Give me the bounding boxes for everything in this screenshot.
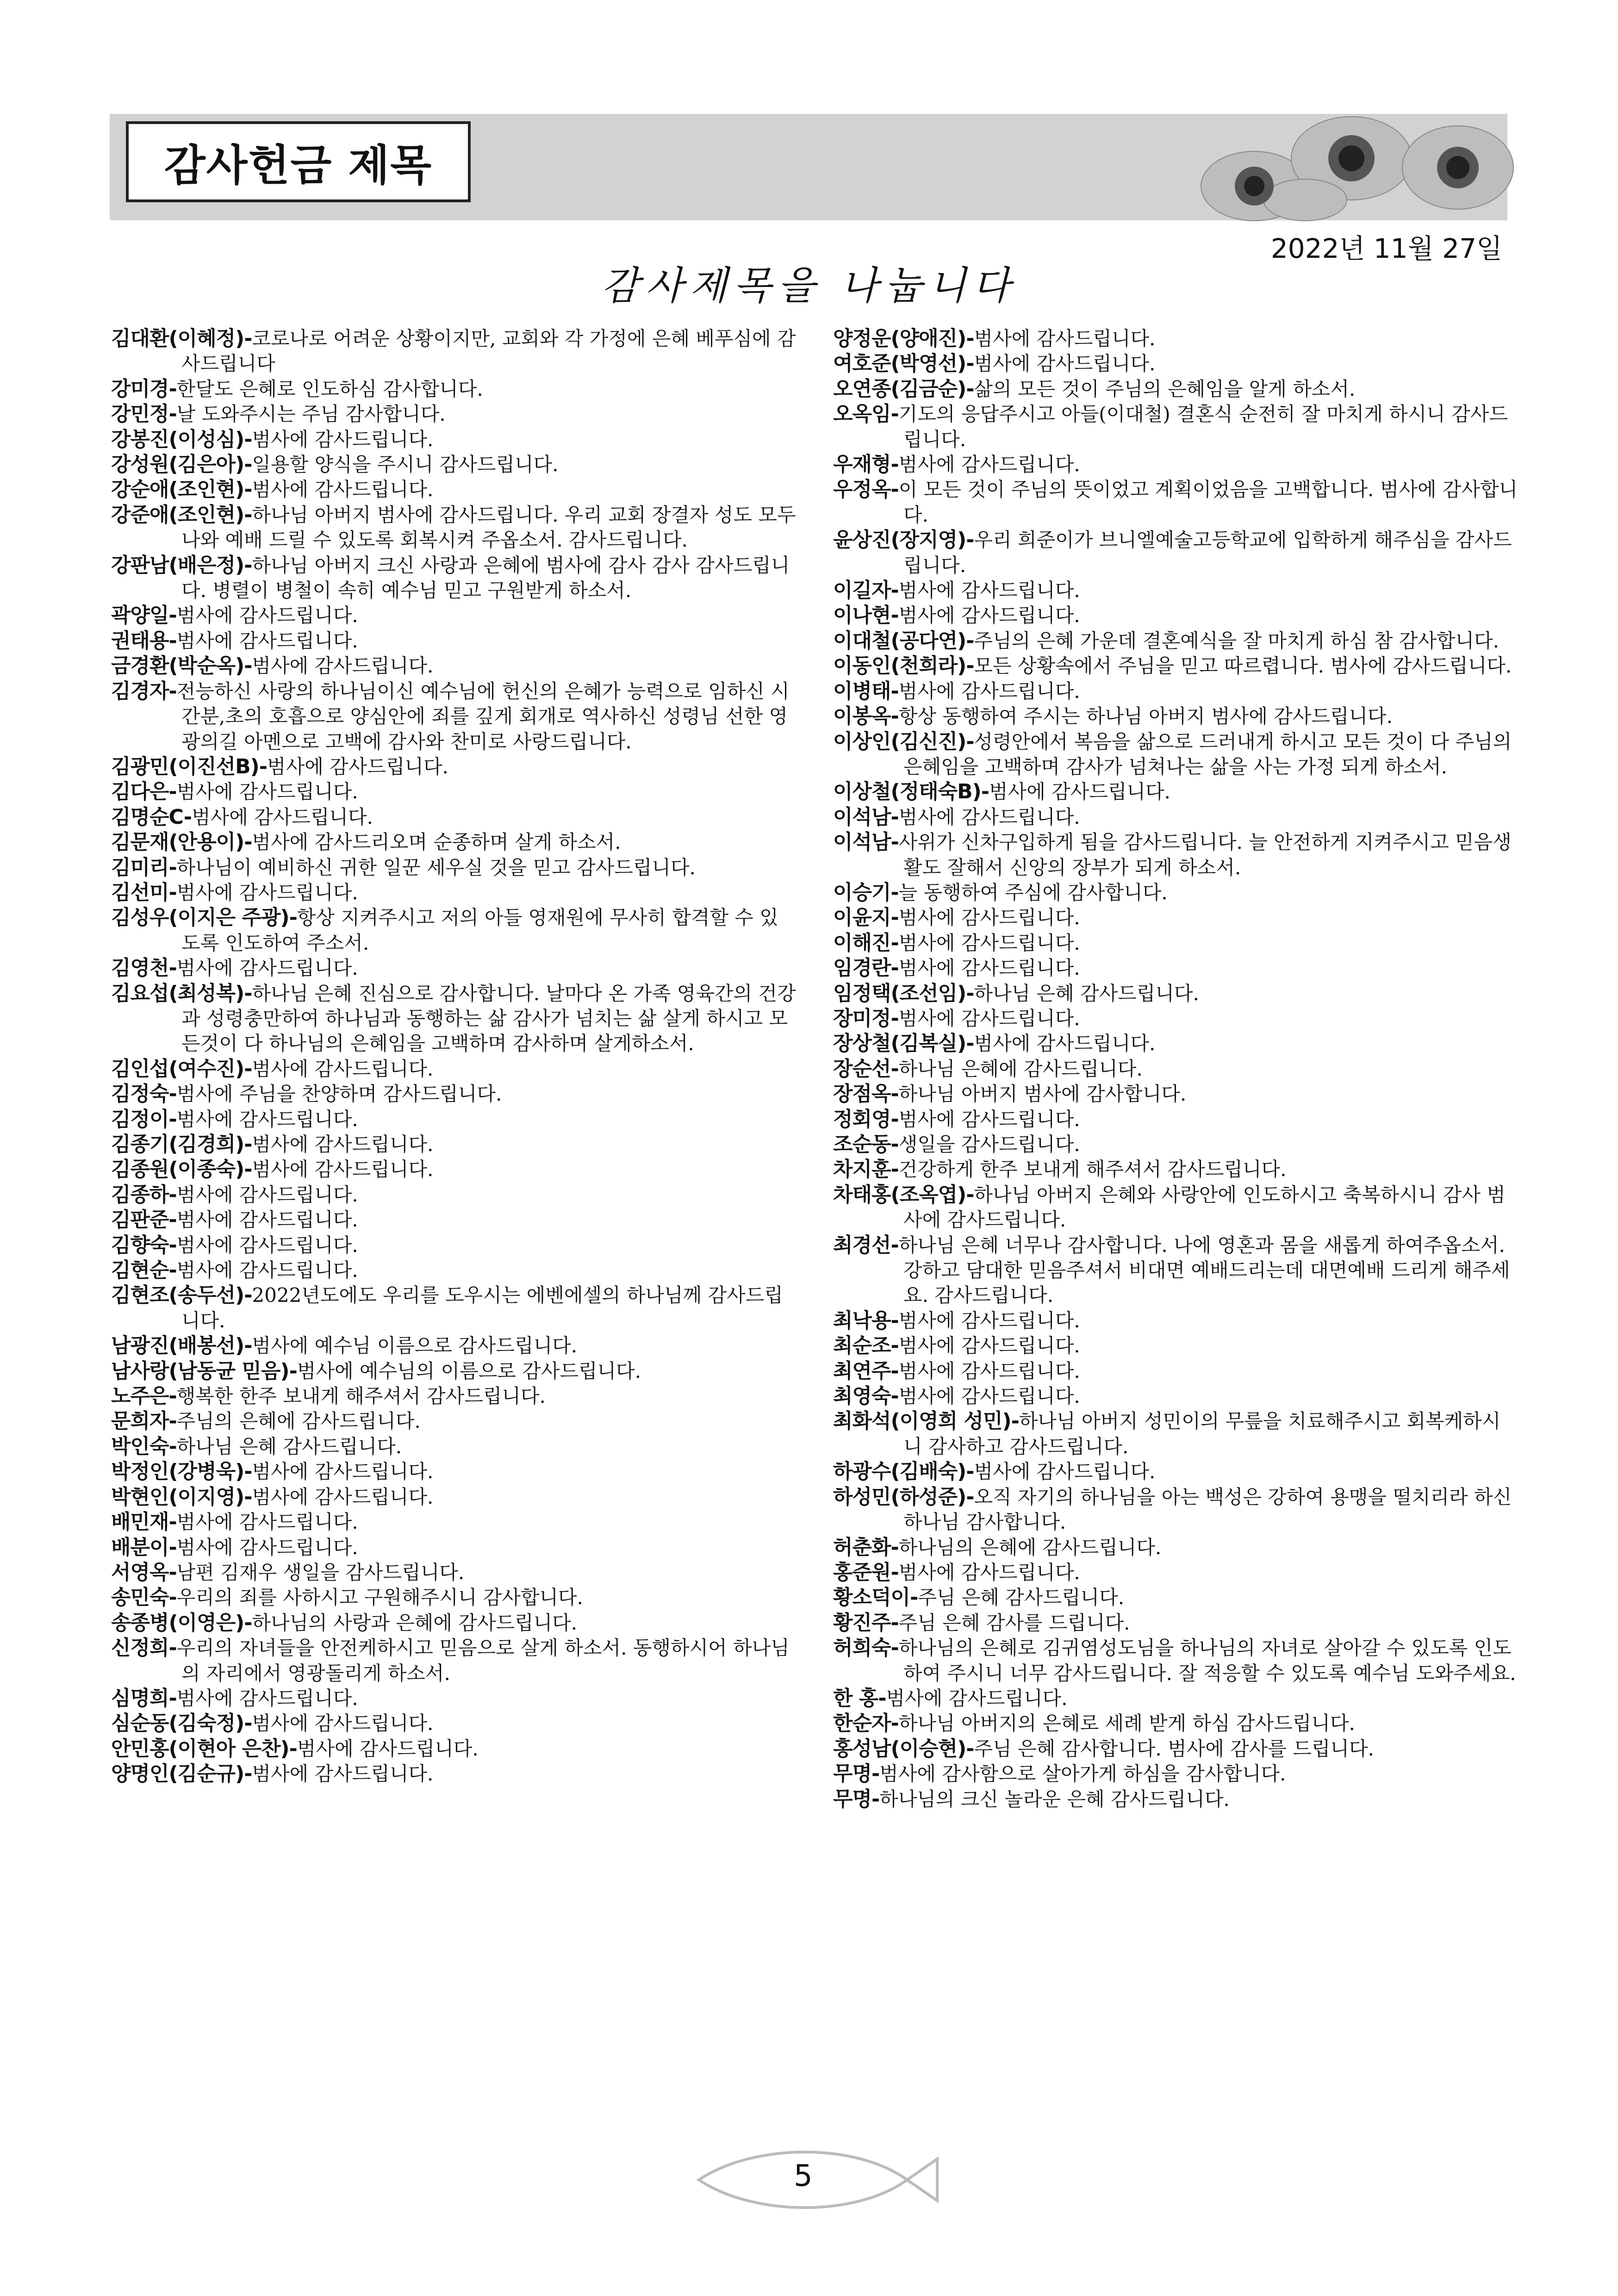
donor-name: 송종병(이영은)- (111, 1611, 252, 1635)
donor-name: 우재형- (833, 453, 899, 477)
donor-name: 오옥임- (833, 402, 899, 426)
fish-icon (685, 2147, 944, 2212)
thanks-text: 모든 상황속에서 주님을 믿고 따르렵니다. 범사에 감사드립니다. (974, 654, 1512, 678)
thanks-text: 범사에 감사드립니다. (192, 805, 373, 828)
list-item (111, 981, 796, 1057)
donor-name: 이봉옥- (833, 704, 899, 728)
donor-name: 최연주- (833, 1359, 899, 1383)
list-item (833, 956, 1518, 981)
donor-name: 서영옥- (111, 1560, 177, 1584)
thanks-text: 하나님의 은혜에 감사드립니다. (898, 1536, 1162, 1559)
donor-name: 홍준원- (833, 1560, 899, 1584)
donor-name: 양정운(양애진)- (833, 327, 974, 350)
donor-name: 박인숙- (111, 1434, 177, 1458)
thanks-text: 범사에 감사드립니다. (297, 1737, 479, 1760)
right-column (833, 326, 1518, 1812)
donor-name: 황진주- (833, 1611, 899, 1635)
list-item (111, 880, 796, 905)
list-item (833, 1787, 1518, 1812)
thanks-text: 범사에 감사드립니다. (176, 1208, 358, 1232)
list-item (111, 1384, 796, 1409)
thanks-text: 일용할 양식을 주시니 감사드립니다. (252, 453, 559, 476)
donor-name: 강미경- (111, 377, 177, 401)
thanks-text: 범사에 감사드립니다. (898, 1561, 1080, 1584)
donor-name: 김다은- (111, 780, 177, 804)
list-item (833, 981, 1518, 1006)
list-item (833, 578, 1518, 603)
list-item (111, 1057, 796, 1082)
thanks-text: 범사에 감사드립니다. (898, 957, 1080, 980)
donor-name: 권태용- (111, 628, 177, 653)
donor-name: 배민재- (111, 1510, 177, 1534)
thanks-text: 삶의 모든 것이 주님의 은혜임을 알게 하소서. (974, 377, 1356, 400)
list-item (833, 1182, 1518, 1233)
list-item (833, 1157, 1518, 1182)
donor-name: 김요섭(최성복)- (111, 981, 252, 1005)
list-item (111, 477, 796, 502)
sunflower-decoration-icon (1199, 107, 1523, 223)
donor-name: 김광민(이진선B)- (111, 754, 268, 778)
list-item (833, 1409, 1518, 1459)
list-item (111, 905, 796, 956)
thanks-text: 우리의 자녀들을 안전케하시고 믿음으로 살게 하소서. 동행하시어 하나님의 자리에서 영광돌리게 하소서. (176, 1636, 790, 1685)
thanks-text: 주님 은혜 감사를 드립니다. (898, 1611, 1130, 1634)
thanks-text: 범사에 감사드립니다. (176, 1233, 358, 1257)
donor-name: 최경선- (833, 1233, 899, 1257)
donor-name: 강순애(조인현)- (111, 478, 252, 502)
list-item (111, 1560, 796, 1585)
donor-name: 김선미- (111, 880, 177, 904)
thanks-text: 범사에 감사드립니다. (974, 1460, 1156, 1483)
donor-name: 장순선- (833, 1057, 899, 1081)
thanks-text: 범사에 감사드립니다. (176, 1259, 358, 1282)
thanks-text: 범사에 감사드립니다. (176, 1183, 358, 1206)
list-item (111, 427, 796, 452)
thanks-text: 하나님 아버지 범사에 감사드립니다. 우리 교회 장결자 성도 모두 나와 예배 드릴 수 있도록 회복시켜 주옵소서. 감사드립니다. (181, 503, 796, 552)
donor-name: 조순동- (833, 1132, 899, 1156)
donor-name: 우정옥- (833, 478, 899, 502)
thanks-text: 범사에 감사드립니다. (989, 780, 1170, 803)
donor-name: 황소덕이- (833, 1586, 918, 1610)
thanks-text: 범사에 감사드립니다. (252, 1460, 434, 1483)
donor-name: 한 홍- (833, 1686, 886, 1710)
donor-name: 이석남- (833, 805, 899, 829)
donor-name: 안민홍(이현아 은찬)- (111, 1736, 297, 1761)
thanks-text: 2022년도에도 우리를 도우시는 에벤에셀의 하나님께 감사드립니다. (181, 1284, 783, 1332)
donor-name: 강성원(김은아)- (111, 453, 252, 477)
left-column (111, 326, 796, 1787)
list-item (833, 477, 1518, 528)
section-title: 감사헌금 제목 (164, 140, 433, 190)
thanks-text: 범사에 감사드립니다. (176, 1536, 358, 1559)
list-item (833, 1107, 1518, 1132)
thanks-text: 범사에 감사드립니다. (974, 327, 1156, 350)
list-item (111, 1082, 796, 1107)
donor-name: 한순자- (833, 1711, 899, 1736)
list-item (111, 1611, 796, 1636)
donor-name: 박현인(이지영)- (111, 1485, 252, 1509)
list-item (111, 1359, 796, 1384)
list-item (111, 1258, 796, 1283)
list-item (833, 679, 1518, 704)
list-item (111, 1711, 796, 1736)
donor-name: 이길자- (833, 579, 899, 603)
donor-name: 김현순- (111, 1258, 177, 1282)
donor-name: 김영천- (111, 956, 177, 980)
thanks-text: 하나님 은혜 너무나 감사합니다. 나에 영혼과 몸을 새롭게 하여주옵소서. 강하고 담대한 믿음주셔서 비대면 예배드리는데 대면예배 드리게 해주세요. 감사드립니다. (898, 1233, 1510, 1307)
list-item (111, 1182, 796, 1207)
list-item (833, 805, 1518, 830)
thanks-text: 하나님이 예비하신 귀한 일꾼 세우실 것을 믿고 감사드립니다. (176, 856, 696, 879)
list-item (111, 1333, 796, 1358)
thanks-text: 이 모든 것이 주님의 뜻이었고 계획이었음을 고백합니다. 범사에 감사합니다. (898, 478, 1518, 526)
donor-name: 차태홍(조옥엽)- (833, 1182, 974, 1207)
thanks-text: 범사에 감사드립니다. (252, 1485, 434, 1508)
thanks-text: 하나님의 사랑과 은혜에 감사드립니다. (252, 1611, 578, 1634)
thanks-text: 항상 동행하여 주시는 하나님 아버지 범사에 감사드립니다. (898, 705, 1393, 728)
donor-name: 배분이- (111, 1535, 177, 1559)
donor-name: 하성민(하성준)- (833, 1485, 974, 1509)
donor-name: 임경란- (833, 956, 899, 980)
donor-name: 이해진- (833, 931, 899, 955)
donor-name: 문희자- (111, 1409, 177, 1433)
thanks-text: 범사에 감사드립니다. (176, 1511, 358, 1534)
donor-name: 장점옥- (833, 1082, 899, 1106)
list-item (833, 603, 1518, 628)
donor-name: 김종하- (111, 1182, 177, 1207)
thanks-text: 주님 은혜 감사드립니다. (918, 1586, 1125, 1609)
list-item (833, 1459, 1518, 1484)
thanks-text: 범사에 감사드립니다. (898, 1007, 1080, 1030)
thanks-text: 범사에 감사드립니다. (898, 1385, 1080, 1408)
donor-name: 장상철(김복실)- (833, 1032, 974, 1056)
list-item (111, 503, 796, 553)
list-item (111, 1132, 796, 1157)
section-title-box (126, 121, 471, 202)
thanks-text: 하나님의 은혜로 김귀염성도님을 하나님의 자녀로 살아갈 수 있도록 인도하여 주시니 너무 감사드립니다. 잘 적응할 수 있도록 예수님 도와주세요. (898, 1636, 1516, 1685)
donor-name: 심순동(김숙정)- (111, 1711, 252, 1736)
list-item (111, 553, 796, 604)
donor-name: 노주은- (111, 1384, 177, 1408)
thanks-text: 범사에 감사드립니다. (267, 755, 448, 778)
thanks-text: 범사에 감사드립니다. (176, 1108, 358, 1131)
thanks-text: 건강하게 한주 보내게 해주셔서 감사드립니다. (898, 1158, 1287, 1181)
list-item (111, 1207, 796, 1232)
donor-name: 송민숙- (111, 1586, 177, 1610)
thanks-text: 주님 은혜 감사합니다. 범사에 감사를 드립니다. (974, 1737, 1374, 1760)
list-item (111, 402, 796, 427)
list-item (833, 830, 1518, 880)
list-item (111, 1409, 796, 1434)
list-item (833, 1031, 1518, 1056)
thanks-text: 범사에 감사드립니다. (176, 957, 358, 980)
thanks-text: 성령안에서 복음을 삶으로 드러내게 하시고 모든 것이 다 주님의 은혜임을 고백하며 감사가 넘쳐나는 삶을 사는 가정 되게 하소서. (903, 730, 1512, 778)
donor-name: 신정희- (111, 1636, 177, 1660)
thanks-text: 남편 김재우 생일을 감사드립니다. (176, 1561, 465, 1584)
list-item (833, 1006, 1518, 1031)
list-item (833, 1711, 1518, 1736)
thanks-text: 주님의 은혜 가운데 결혼예식을 잘 마치게 하심 참 감사합니다. (974, 629, 1499, 652)
list-item (833, 528, 1518, 578)
donor-name: 김종기(김경희)- (111, 1132, 252, 1156)
list-item (111, 1233, 796, 1258)
donor-name: 김미리- (111, 855, 177, 879)
donor-name: 김현조(송두선)- (111, 1283, 252, 1307)
list-item (111, 1459, 796, 1484)
thanks-text: 하나님 아버지 성민이의 무릎을 치료해주시고 회복케하시니 감사하고 감사드립니다. (903, 1410, 1501, 1458)
donor-name: 김정숙- (111, 1082, 177, 1106)
list-item (111, 956, 796, 981)
donor-name: 여호준(박영선)- (833, 352, 974, 376)
donor-name: 강봉진(이성심)- (111, 427, 252, 451)
list-item (111, 679, 796, 754)
donor-name: 정회영- (833, 1107, 899, 1131)
list-item (111, 855, 796, 880)
thanks-text: 하나님 은혜에 감사드립니다. (898, 1057, 1143, 1080)
list-item (833, 880, 1518, 905)
thanks-text: 범사에 감사드립니다. (176, 780, 358, 803)
thanks-text: 범사에 예수님의 이름으로 감사드립니다. (297, 1359, 641, 1382)
donor-name: 양명인(김순규)- (111, 1762, 252, 1786)
list-item (833, 1308, 1518, 1333)
donor-name: 최순조- (833, 1334, 899, 1358)
donor-name: 김경자- (111, 679, 177, 703)
list-item (111, 1434, 796, 1459)
list-item (833, 779, 1518, 804)
list-item (833, 653, 1518, 678)
thanks-text: 범사에 감사드립니다. (252, 1762, 434, 1786)
list-item (833, 326, 1518, 351)
donor-name: 강판남(배은정)- (111, 553, 252, 577)
list-item (833, 1485, 1518, 1535)
thanks-text: 범사에 감사드립니다. (886, 1686, 1068, 1710)
donor-name: 이나현- (833, 604, 899, 628)
list-item (833, 1333, 1518, 1358)
donor-name: 최낙용- (833, 1308, 899, 1332)
donor-name: 곽양일- (111, 604, 177, 628)
date: 2022년 11월 27일 (1270, 233, 1502, 264)
list-item (111, 1636, 796, 1686)
donor-name: 김성우(이지은 주광)- (111, 906, 297, 930)
donor-name: 박정인(강병욱)- (111, 1460, 252, 1484)
donor-name: 김판준- (111, 1208, 177, 1232)
list-item (111, 1686, 796, 1711)
thanks-text: 기도의 응답주시고 아들(이대철) 결혼식 순전히 잘 마치게 하시니 감사드립니다. (898, 403, 1508, 451)
donor-name: 이상인(김신진)- (833, 729, 974, 753)
list-item (833, 402, 1518, 452)
donor-name: 최화석(이영희 성민)- (833, 1409, 1019, 1433)
thanks-text: 범사에 감사드립니다. (898, 679, 1080, 703)
list-item (111, 830, 796, 855)
thanks-text: 전능하신 사랑의 하나님이신 예수님에 헌신의 은혜가 능력으로 임하신 시간분,초의 호흡으로 양심안에 죄를 깊게 회개로 역사하신 성령님 선한 영광의길 아멘으로 고백에 감사와 찬미로 사랑드립니다. (176, 679, 790, 753)
donor-name: 이윤지- (833, 906, 899, 930)
thanks-text: 범사에 감사드립니다. (898, 1108, 1080, 1131)
donor-name: 이석남- (833, 830, 899, 854)
thanks-text: 범사에 감사드립니다. (898, 1334, 1080, 1357)
list-item (111, 452, 796, 477)
donor-name: 이동인(천희라)- (833, 654, 974, 678)
donor-name: 이병태- (833, 679, 899, 703)
donor-name: 이대철(공다연)- (833, 628, 974, 653)
thanks-text: 범사에 감사드립니다. (898, 579, 1080, 602)
thanks-text: 범사에 감사드립니다. (974, 352, 1156, 375)
list-item (833, 1736, 1518, 1761)
thanks-text: 범사에 감사드립니다. (176, 629, 358, 652)
thanks-text: 하나님 아버지 범사에 감사합니다. (898, 1083, 1187, 1106)
list-item (111, 628, 796, 653)
donor-name: 이승기- (833, 880, 899, 904)
thanks-text: 범사에 감사드립니다. (898, 805, 1080, 828)
donor-name: 김문재(안용이)- (111, 830, 252, 854)
thanks-text: 범사에 감사드립니다. (252, 428, 434, 451)
donor-name: 김종원(이종숙)- (111, 1157, 252, 1182)
thanks-text: 범사에 감사드립니다. (898, 1359, 1080, 1382)
donor-name: 차지훈- (833, 1157, 899, 1182)
thanks-text: 범사에 감사드리오며 순종하며 살게 하소서. (252, 831, 621, 854)
list-item (111, 1485, 796, 1510)
list-item (833, 1686, 1518, 1711)
thanks-text: 하나님 은혜 감사드립니다. (974, 982, 1199, 1005)
thanks-text: 범사에 예수님 이름으로 감사드립니다. (252, 1334, 578, 1357)
list-item (833, 1585, 1518, 1610)
list-item (833, 1233, 1518, 1308)
donor-name: 남광진(배봉선)- (111, 1334, 252, 1358)
list-item (111, 603, 796, 628)
list-item (833, 351, 1518, 376)
donor-name: 홍성남(이승현)- (833, 1736, 974, 1761)
thanks-text: 범사에 감사드립니다. (898, 906, 1080, 929)
list-item (111, 653, 796, 678)
list-item (111, 805, 796, 830)
donor-name: 하광수(김배숙)- (833, 1460, 974, 1484)
thanks-text: 범사에 감사드립니다. (252, 1712, 434, 1735)
thanks-text: 하나님 은혜 감사드립니다. (176, 1435, 402, 1458)
thanks-text: 행복한 한주 보내게 해주셔서 감사드립니다. (176, 1385, 546, 1408)
thanks-text: 범사에 감사드립니다. (176, 1686, 358, 1710)
thanks-text: 늘 동행하여 주심에 감사합니다. (898, 881, 1168, 904)
list-item (833, 704, 1518, 729)
thanks-text: 우리의 죄를 사하시고 구원해주시니 감사합니다. (176, 1586, 583, 1609)
list-item (833, 729, 1518, 780)
thanks-text: 하나님 아버지의 은혜로 세례 받게 하심 감사드립니다. (898, 1712, 1355, 1735)
list-item (111, 377, 796, 402)
thanks-text: 범사에 감사드립니다. (898, 1309, 1080, 1332)
page-heading: 감사제목을 나눕니다 (601, 263, 1017, 308)
donor-name: 강민정- (111, 402, 177, 426)
donor-name: 김인섭(여수진)- (111, 1057, 252, 1081)
thanks-text: 범사에 감사드립니다. (252, 478, 434, 501)
donor-name: 무명- (833, 1787, 880, 1811)
donor-name: 김명순C- (111, 805, 192, 829)
list-item (833, 905, 1518, 930)
list-item (111, 1761, 796, 1786)
list-item (833, 931, 1518, 956)
thanks-text: 하나님 아버지 크신 사랑과 은혜에 범사에 감사 감사 감사드립니다. 병렬이 병철이 속히 예수님 믿고 구원받게 하소서. (181, 554, 790, 602)
list-item (833, 1132, 1518, 1157)
donor-name: 김정이- (111, 1107, 177, 1131)
thanks-text: 사위가 신차구입하게 됨을 감사드립니다. 늘 안전하게 지켜주시고 믿음생활도 잘해서 신앙의 장부가 되게 하소서. (898, 831, 1512, 879)
list-item (833, 1384, 1518, 1409)
list-item (833, 1535, 1518, 1560)
thanks-text: 주님의 은혜에 감사드립니다. (176, 1410, 421, 1433)
list-item (111, 1736, 796, 1761)
list-item (833, 377, 1518, 402)
thanks-text: 우리 희준이가 브니엘예술고등학교에 입학하게 해주심을 감사드립니다. (903, 529, 1512, 577)
thanks-text: 범사에 감사드립니다. (252, 1133, 434, 1156)
thanks-text: 범사에 감사드립니다. (252, 654, 434, 678)
list-item (111, 326, 796, 377)
donor-name: 윤상진(장지영)- (833, 528, 974, 552)
thanks-text: 하나님 은혜 진심으로 감사합니다. 날마다 온 가족 영육간의 건강과 성령충만하여 하나님과 동행하는 삶 감사가 넘치는 삶 살게 하시고 모든것이 다 하나님의 은혜임을 고백하며 감사하며 살게하소서. (181, 982, 796, 1055)
list-item (833, 1359, 1518, 1384)
list-item (833, 628, 1518, 653)
donor-name: 무명- (833, 1762, 880, 1786)
thanks-text: 한달도 은혜로 인도하심 감사합니다. (176, 377, 483, 400)
thanks-text: 범사에 감사드립니다. (898, 604, 1080, 627)
list-item (111, 1585, 796, 1610)
thanks-text: 오직 자기의 하나님을 아는 백성은 강하여 용맹을 떨치리라 하신 하나님 감사합니다. (903, 1485, 1512, 1534)
list-item (833, 1560, 1518, 1585)
donor-name: 심명희- (111, 1686, 177, 1710)
list-item (111, 779, 796, 804)
page-number: 5 (794, 2159, 813, 2193)
thanks-text: 범사에 감사함으로 살아가게 하심을 감사합니다. (879, 1762, 1286, 1786)
thanks-text: 항상 지켜주시고 저의 아들 영재원에 무사히 합격할 수 있도록 인도하여 주소서. (181, 906, 778, 954)
list-item (111, 754, 796, 779)
thanks-text: 하나님 아버지 은혜와 사랑안에 인도하시고 축복하시니 감사 범사에 감사드립니다. (903, 1183, 1506, 1232)
list-item (833, 1082, 1518, 1107)
donor-name: 금경환(박순옥)- (111, 654, 252, 678)
donor-name: 오연종(김금순)- (833, 377, 974, 401)
thanks-text: 범사에 감사드립니다. (252, 1158, 434, 1181)
list-item (111, 1510, 796, 1535)
thanks-text: 범사에 감사드립니다. (176, 881, 358, 904)
donor-name: 이상철(정태숙B)- (833, 780, 989, 804)
thanks-text: 생일을 감사드립니다. (898, 1133, 1080, 1156)
thanks-text: 범사에 감사드립니다. (252, 1057, 434, 1080)
thanks-text: 날 도와주시는 주님 감사합니다. (176, 403, 446, 426)
thanks-text: 범사에 감사드립니다. (176, 604, 358, 627)
thanks-text: 범사에 감사드립니다. (898, 453, 1080, 476)
list-item (833, 1761, 1518, 1786)
list-item (833, 1611, 1518, 1636)
list-item (833, 1057, 1518, 1082)
donor-name: 김대환(이혜정)- (111, 327, 252, 350)
list-item (833, 1636, 1518, 1686)
donor-name: 남사랑(남동균 믿음)- (111, 1359, 297, 1383)
thanks-text: 하나님의 크신 놀라운 은혜 감사드립니다. (879, 1787, 1230, 1811)
list-item (833, 452, 1518, 477)
list-item (111, 1107, 796, 1132)
donor-name: 강준애(조인현)- (111, 503, 252, 527)
donor-name: 임정택(조선임)- (833, 981, 974, 1005)
donor-name: 최영숙- (833, 1384, 899, 1408)
donor-name: 허춘화- (833, 1535, 899, 1559)
donor-name: 장미정- (833, 1006, 899, 1030)
list-item (111, 1157, 796, 1182)
thanks-text: 범사에 감사드립니다. (898, 931, 1080, 954)
list-item (111, 1283, 796, 1333)
thanks-text: 범사에 주님을 찬양하며 감사드립니다. (176, 1083, 502, 1106)
donor-name: 허희숙- (833, 1636, 899, 1660)
thanks-text: 범사에 감사드립니다. (974, 1032, 1156, 1055)
donor-name: 김향숙- (111, 1233, 177, 1257)
thanks-text: 코로나로 어려운 상황이지만, 교회와 각 가정에 은혜 베푸심에 감사드립니다 (181, 327, 796, 375)
list-item (111, 1535, 796, 1560)
